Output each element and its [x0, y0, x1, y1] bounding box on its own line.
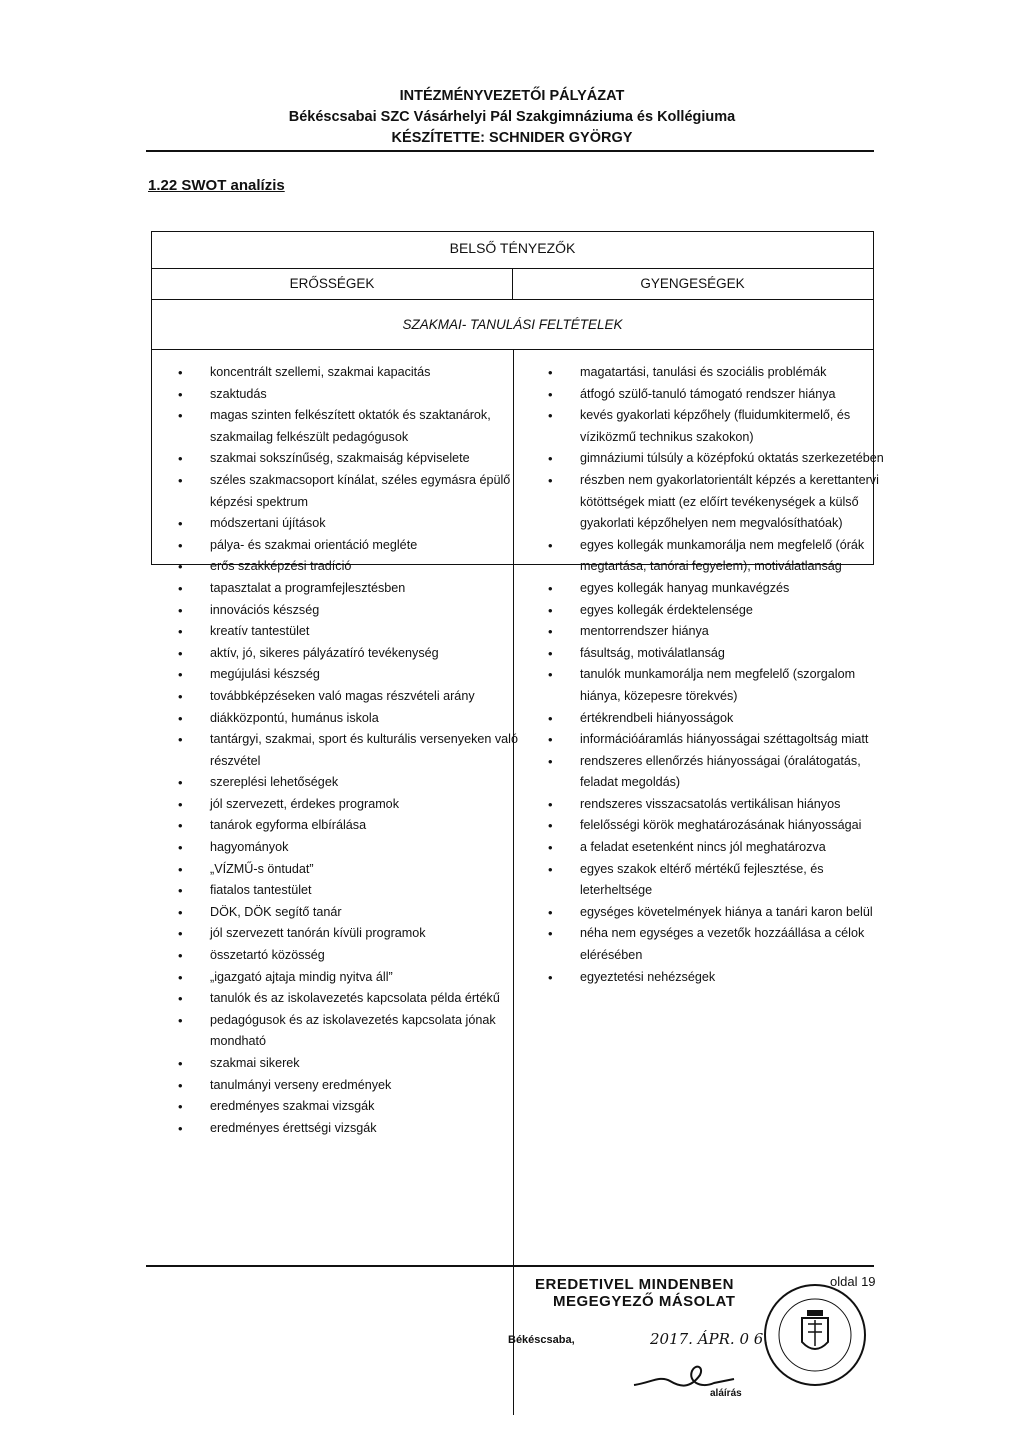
strength-item: • magas szinten felkészített oktatók és szaktanárok, szakmailag felkészült pedagógusok — [178, 405, 518, 448]
weakness-item: • egyes szakok eltérő mértékű fejlesztése, és leterheltsége — [548, 859, 888, 902]
page-number: oldal 19 — [830, 1274, 876, 1289]
weakness-item: • mentorrendszer hiánya — [548, 621, 888, 643]
strength-item: • továbbképzéseken való magas részvételi arány — [178, 686, 518, 708]
signature-label: aláírás — [710, 1388, 742, 1399]
strength-item: • tanárok egyforma elbírálása — [178, 815, 518, 837]
strength-item: • hagyományok — [178, 837, 518, 859]
header-author: KÉSZÍTETTE: SCHNIDER GYÖRGY — [391, 130, 633, 146]
header-institution: Békéscsabai SZC Vásárhelyi Pál Szakgimnáziuma és Kollégiuma — [288, 109, 736, 125]
weakness-item: • értékrendbeli hiányosságok — [548, 708, 888, 730]
strength-item: • DÖK, DÖK segítő tanár — [178, 902, 518, 924]
weakness-item: • rendszeres visszacsatolás vertikálisan hiányos — [548, 794, 888, 816]
strength-item: • megújulási készség — [178, 664, 518, 686]
strength-item: • jól szervezett tanórán kívüli programok — [178, 923, 518, 945]
weakness-item: • fásultság, motiválatlanság — [548, 643, 888, 665]
official-seal-icon — [760, 1280, 870, 1390]
strengths-list — [178, 362, 518, 1139]
strength-item: • széles szakmacsoport kínálat, széles egymásra épülő képzési spektrum — [178, 470, 518, 513]
strength-item: • szakmai sikerek — [178, 1053, 518, 1075]
stamp-place: Békéscsaba, — [508, 1334, 575, 1346]
document-header — [0, 86, 1024, 149]
stamp-date: 2017. ÁPR. 0 6. — [650, 1330, 769, 1348]
strength-item: • diákközpontú, humánus iskola — [178, 708, 518, 730]
strength-item: • „VÍZMŰ-s öntudat” — [178, 859, 518, 881]
strength-item: • „igazgató ajtaja mindig nyitva áll” — [178, 967, 518, 989]
strength-item: • tanulók és az iskolavezetés kapcsolata példa értékű — [178, 988, 518, 1010]
copy-stamp — [535, 1276, 735, 1310]
weakness-item: • rendszeres ellenőrzés hiányosságai (óralátogatás, feladat megoldás) — [548, 751, 888, 794]
weakness-item: • felelősségi körök meghatározásának hiányosságai — [548, 815, 888, 837]
header-rule — [146, 150, 874, 152]
strength-item: • innovációs készség — [178, 600, 518, 622]
weaknesses-column — [548, 362, 888, 988]
strength-item: • aktív, jó, sikeres pályázatíró tevékenység — [178, 643, 518, 665]
strength-item: • kreatív tantestület — [178, 621, 518, 643]
weakness-item: • tanulók munkamorálja nem megfelelő (szorgalom hiánya, közepesre törekvés) — [548, 664, 888, 707]
footer-rule — [146, 1265, 874, 1267]
table-subheader: SZAKMAI- TANULÁSI FELTÉTELEK — [152, 300, 873, 350]
strength-item: • tanulmányi verseny eredmények — [178, 1075, 518, 1097]
strength-item: • tapasztalat a programfejlesztésben — [178, 578, 518, 600]
weakness-item: • magatartási, tanulási és szociális problémák — [548, 362, 888, 384]
strength-item: • fiatalos tantestület — [178, 880, 518, 902]
weakness-item: • kevés gyakorlati képzőhely (fluidumkitermelő, és víziközmű technikus szakokon) — [548, 405, 888, 448]
weakness-item: • a feladat esetenként nincs jól meghatározva — [548, 837, 888, 859]
strength-item: • pedagógusok és az iskolavezetés kapcsolata jónak mondható — [178, 1010, 518, 1053]
weakness-item: • egyes kollegák hanyag munkavégzés — [548, 578, 888, 600]
weakness-item: • egyes kollegák érdektelensége — [548, 600, 888, 622]
weakness-item: • néha nem egységes a vezetők hozzáállása a célok elérésében — [548, 923, 888, 966]
strength-item: • pálya- és szakmai orientáció megléte — [178, 535, 518, 557]
strength-item: • módszertani újítások — [178, 513, 518, 535]
strength-item: • eredményes szakmai vizsgák — [178, 1096, 518, 1118]
weakness-item: • információáramlás hiányosságai széttagoltság miatt — [548, 729, 888, 751]
weakness-item: • egységes követelmények hiánya a tanári karon belül — [548, 902, 888, 924]
stamp-line-1: EREDETIVEL MINDENBEN — [535, 1276, 734, 1293]
stamp-line-2: MEGEGYEZŐ MÁSOLAT — [553, 1293, 736, 1310]
strength-item: • szereplési lehetőségek — [178, 772, 518, 794]
strength-item: • tantárgyi, szakmai, sport és kulturális versenyeken való részvétel — [178, 729, 518, 772]
strength-item: • összetartó közösség — [178, 945, 518, 967]
weakness-item: • részben nem gyakorlatorientált képzés a kerettantervi kötöttségek miatt (ez előírt tevékenységek a külső gyakorlati képzőhelyen nem megvalósíthatóak) — [548, 470, 888, 535]
strengths-column — [178, 362, 518, 1139]
section-title: 1.22 SWOT analízis — [148, 177, 285, 194]
weaknesses-header: GYENGESÉGEK — [640, 276, 745, 291]
strength-item: • jól szervezett, érdekes programok — [178, 794, 518, 816]
header-title: INTÉZMÉNYVEZETŐI PÁLYÁZAT — [399, 88, 625, 104]
table-top-header: BELSŐ TÉNYEZŐK — [152, 232, 873, 269]
strength-item: • szakmai sokszínűség, szakmaiság képviselete — [178, 448, 518, 470]
weakness-item: • egyes kollegák munkamorálja nem megfelelő (órák megtartása, tanórai fegyelem), motiválatlanság — [548, 535, 888, 578]
weaknesses-list — [548, 362, 888, 988]
strength-item: • erős szakképzési tradíció — [178, 556, 518, 578]
weakness-item: • átfogó szülő-tanuló támogató rendszer hiánya — [548, 384, 888, 406]
strengths-header: ERŐSSÉGEK — [152, 269, 513, 299]
strength-item: • eredményes érettségi vizsgák — [178, 1118, 518, 1140]
weakness-item: • egyeztetési nehézségek — [548, 967, 888, 989]
weakness-item: • gimnáziumi túlsúly a középfokú oktatás szerkezetében — [548, 448, 888, 470]
table-category-row — [152, 269, 873, 300]
strength-item: • szaktudás — [178, 384, 518, 406]
strength-item: • koncentrált szellemi, szakmai kapacitás — [178, 362, 518, 384]
